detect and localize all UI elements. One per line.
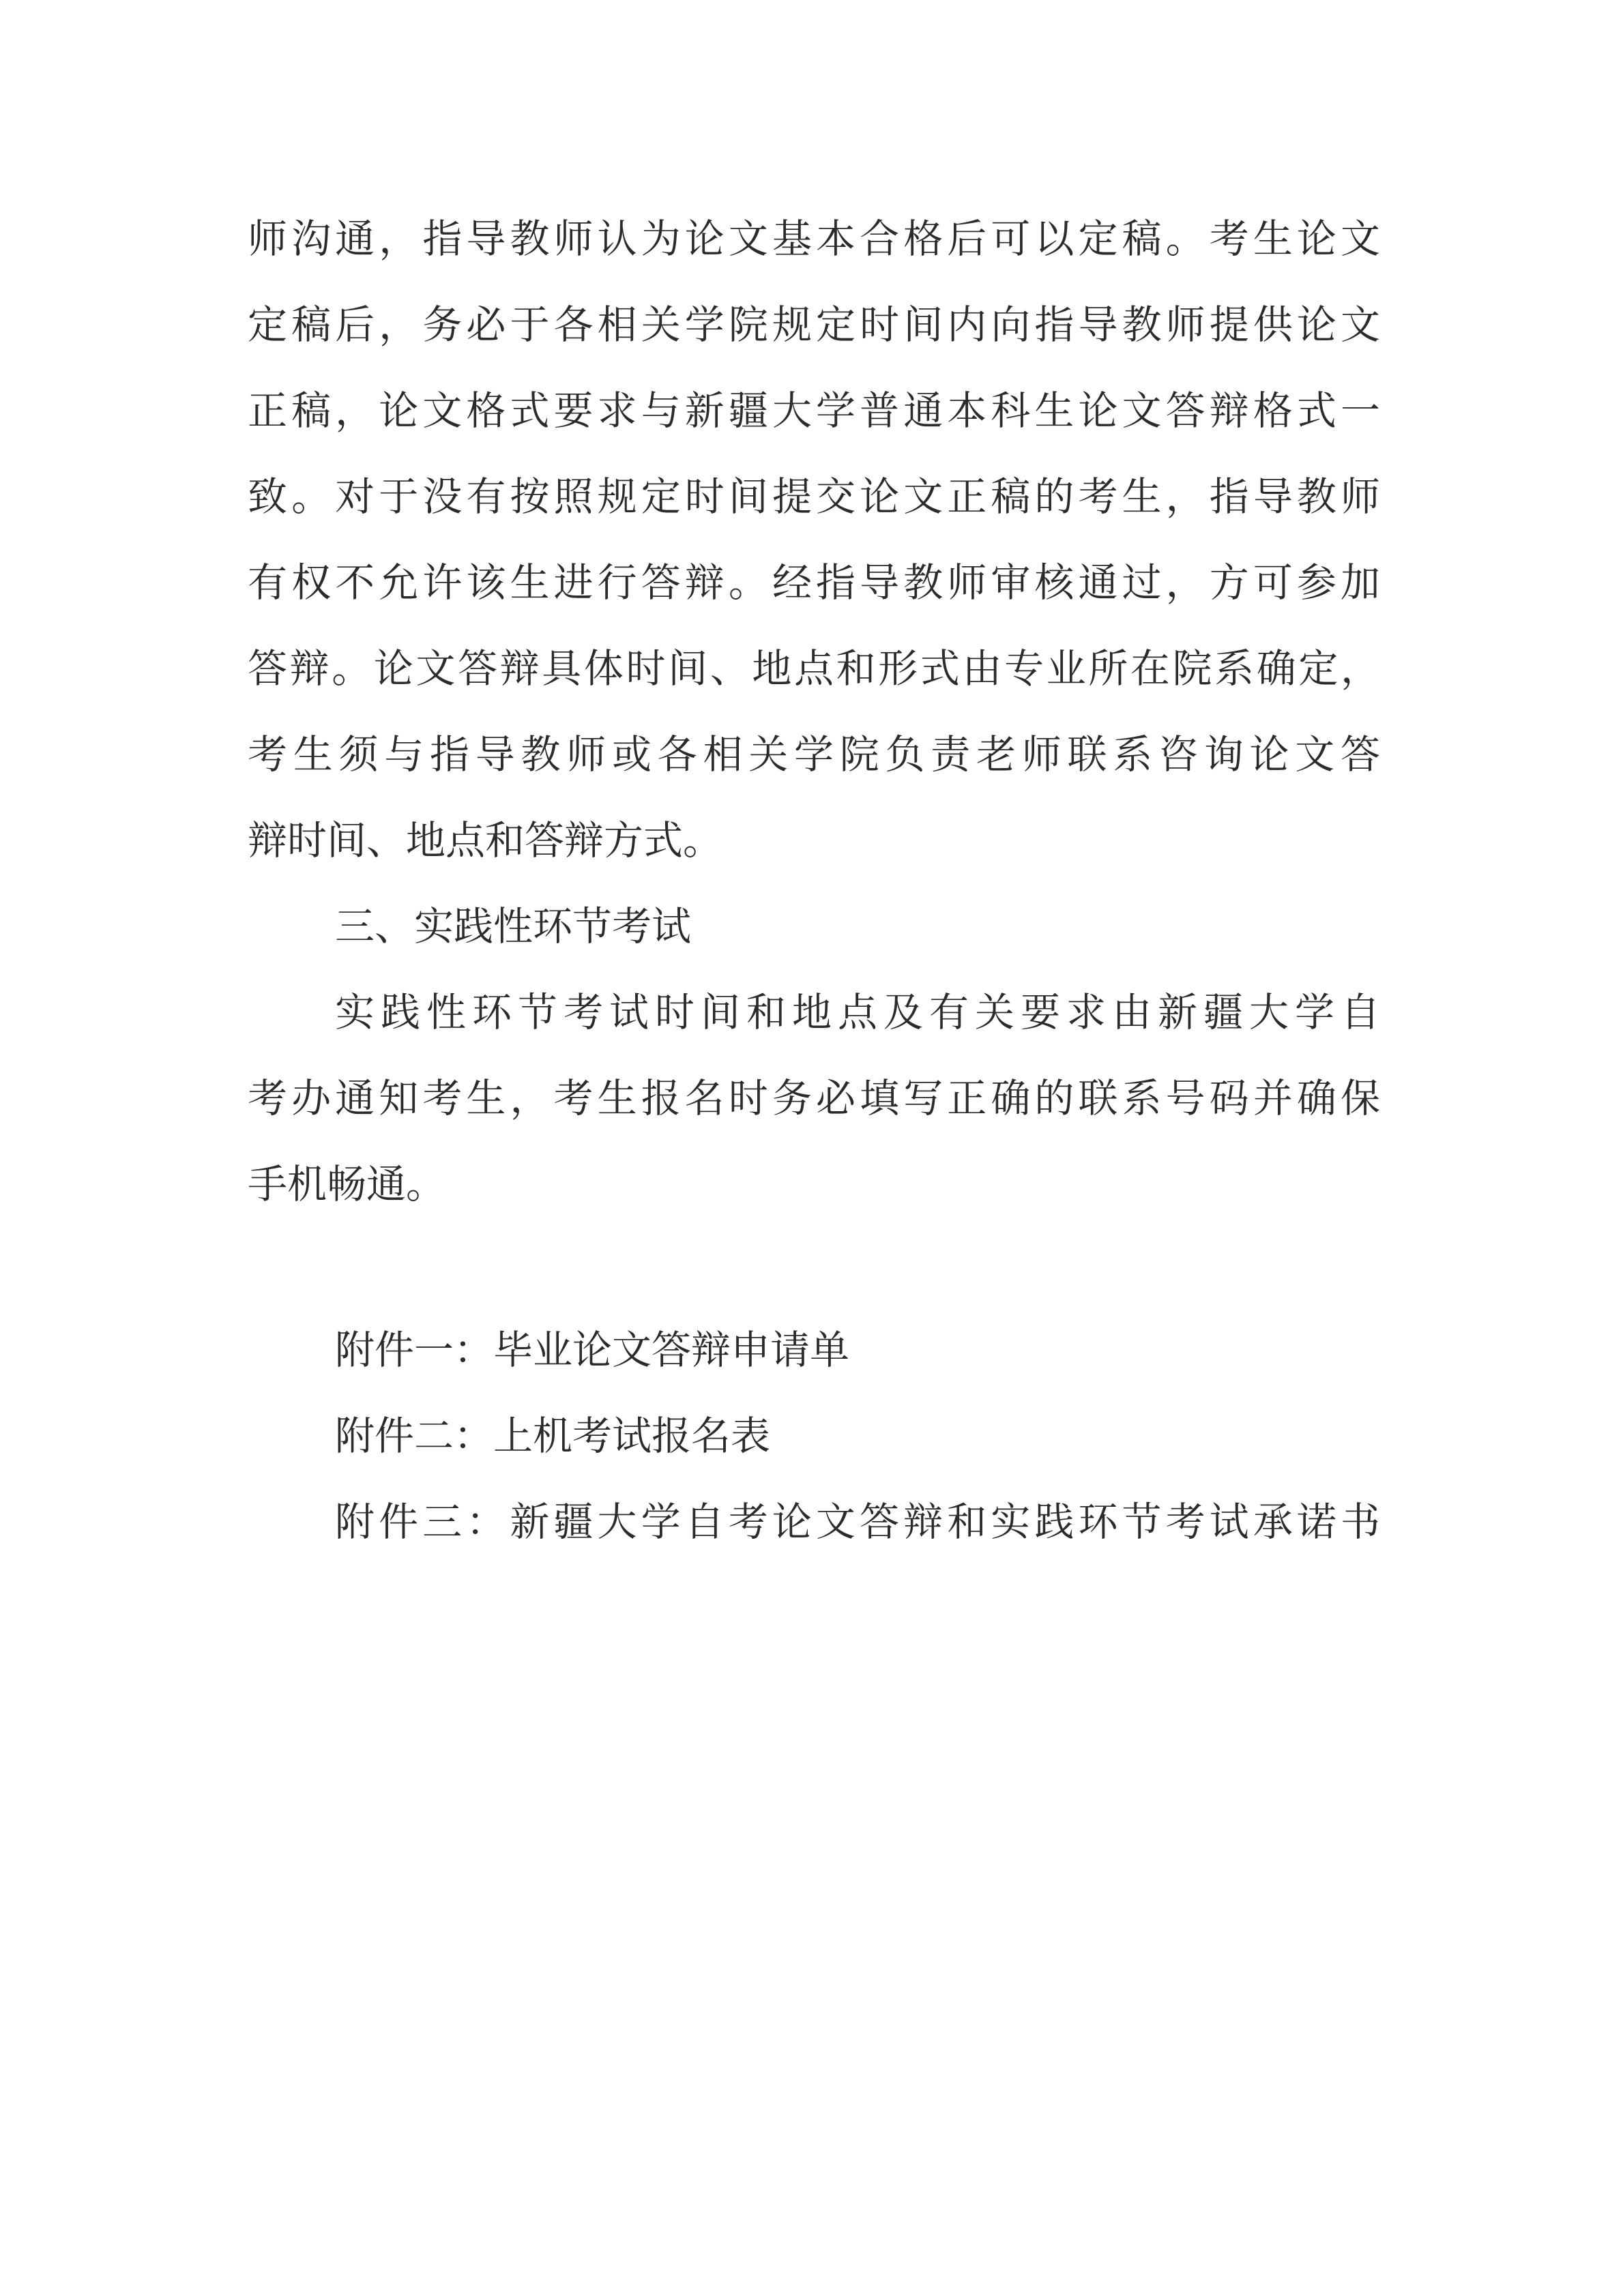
paragraph-line: 答辩。论文答辩具体时间、地点和形式由专业所在院系确定， — [248, 645, 1380, 692]
paragraph-line: 致。对于没有按照规定时间提交论文正稿的考生，指导教师 — [248, 473, 1380, 520]
paragraph-line: 考生须与指导教师或各相关学院负责老师联系咨询论文答 — [248, 731, 1380, 778]
attachment-item: 附件一：毕业论文答辩申请单 — [335, 1327, 850, 1373]
paragraph-line: 有权不允许该生进行答辩。经指导教师审核通过，方可参加 — [248, 559, 1380, 606]
paragraph-line: 手机畅通。 — [248, 1161, 446, 1207]
attachment-item: 附件三：新疆大学自考论文答辩和实践环节考试承诺书 — [335, 1499, 1380, 1545]
paragraph-line: 定稿后，务必于各相关学院规定时间内向指导教师提供论文 — [248, 301, 1380, 348]
paragraph-line: 辩时间、地点和答辩方式。 — [248, 817, 723, 864]
paragraph-line: 正稿，论文格式要求与新疆大学普通本科生论文答辩格式一 — [248, 387, 1380, 434]
paragraph-line: 师沟通，指导教师认为论文基本合格后可以定稿。考生论文 — [248, 216, 1380, 262]
section-heading: 三、实践性环节考试 — [335, 903, 692, 950]
paragraph-line: 实践性环节考试时间和地点及有关要求由新疆大学自 — [335, 989, 1380, 1035]
attachment-item: 附件二：上机考试报名表 — [335, 1413, 771, 1459]
paragraph-line: 考办通知考生，考生报名时务必填写正确的联系号码并确保 — [248, 1075, 1380, 1121]
